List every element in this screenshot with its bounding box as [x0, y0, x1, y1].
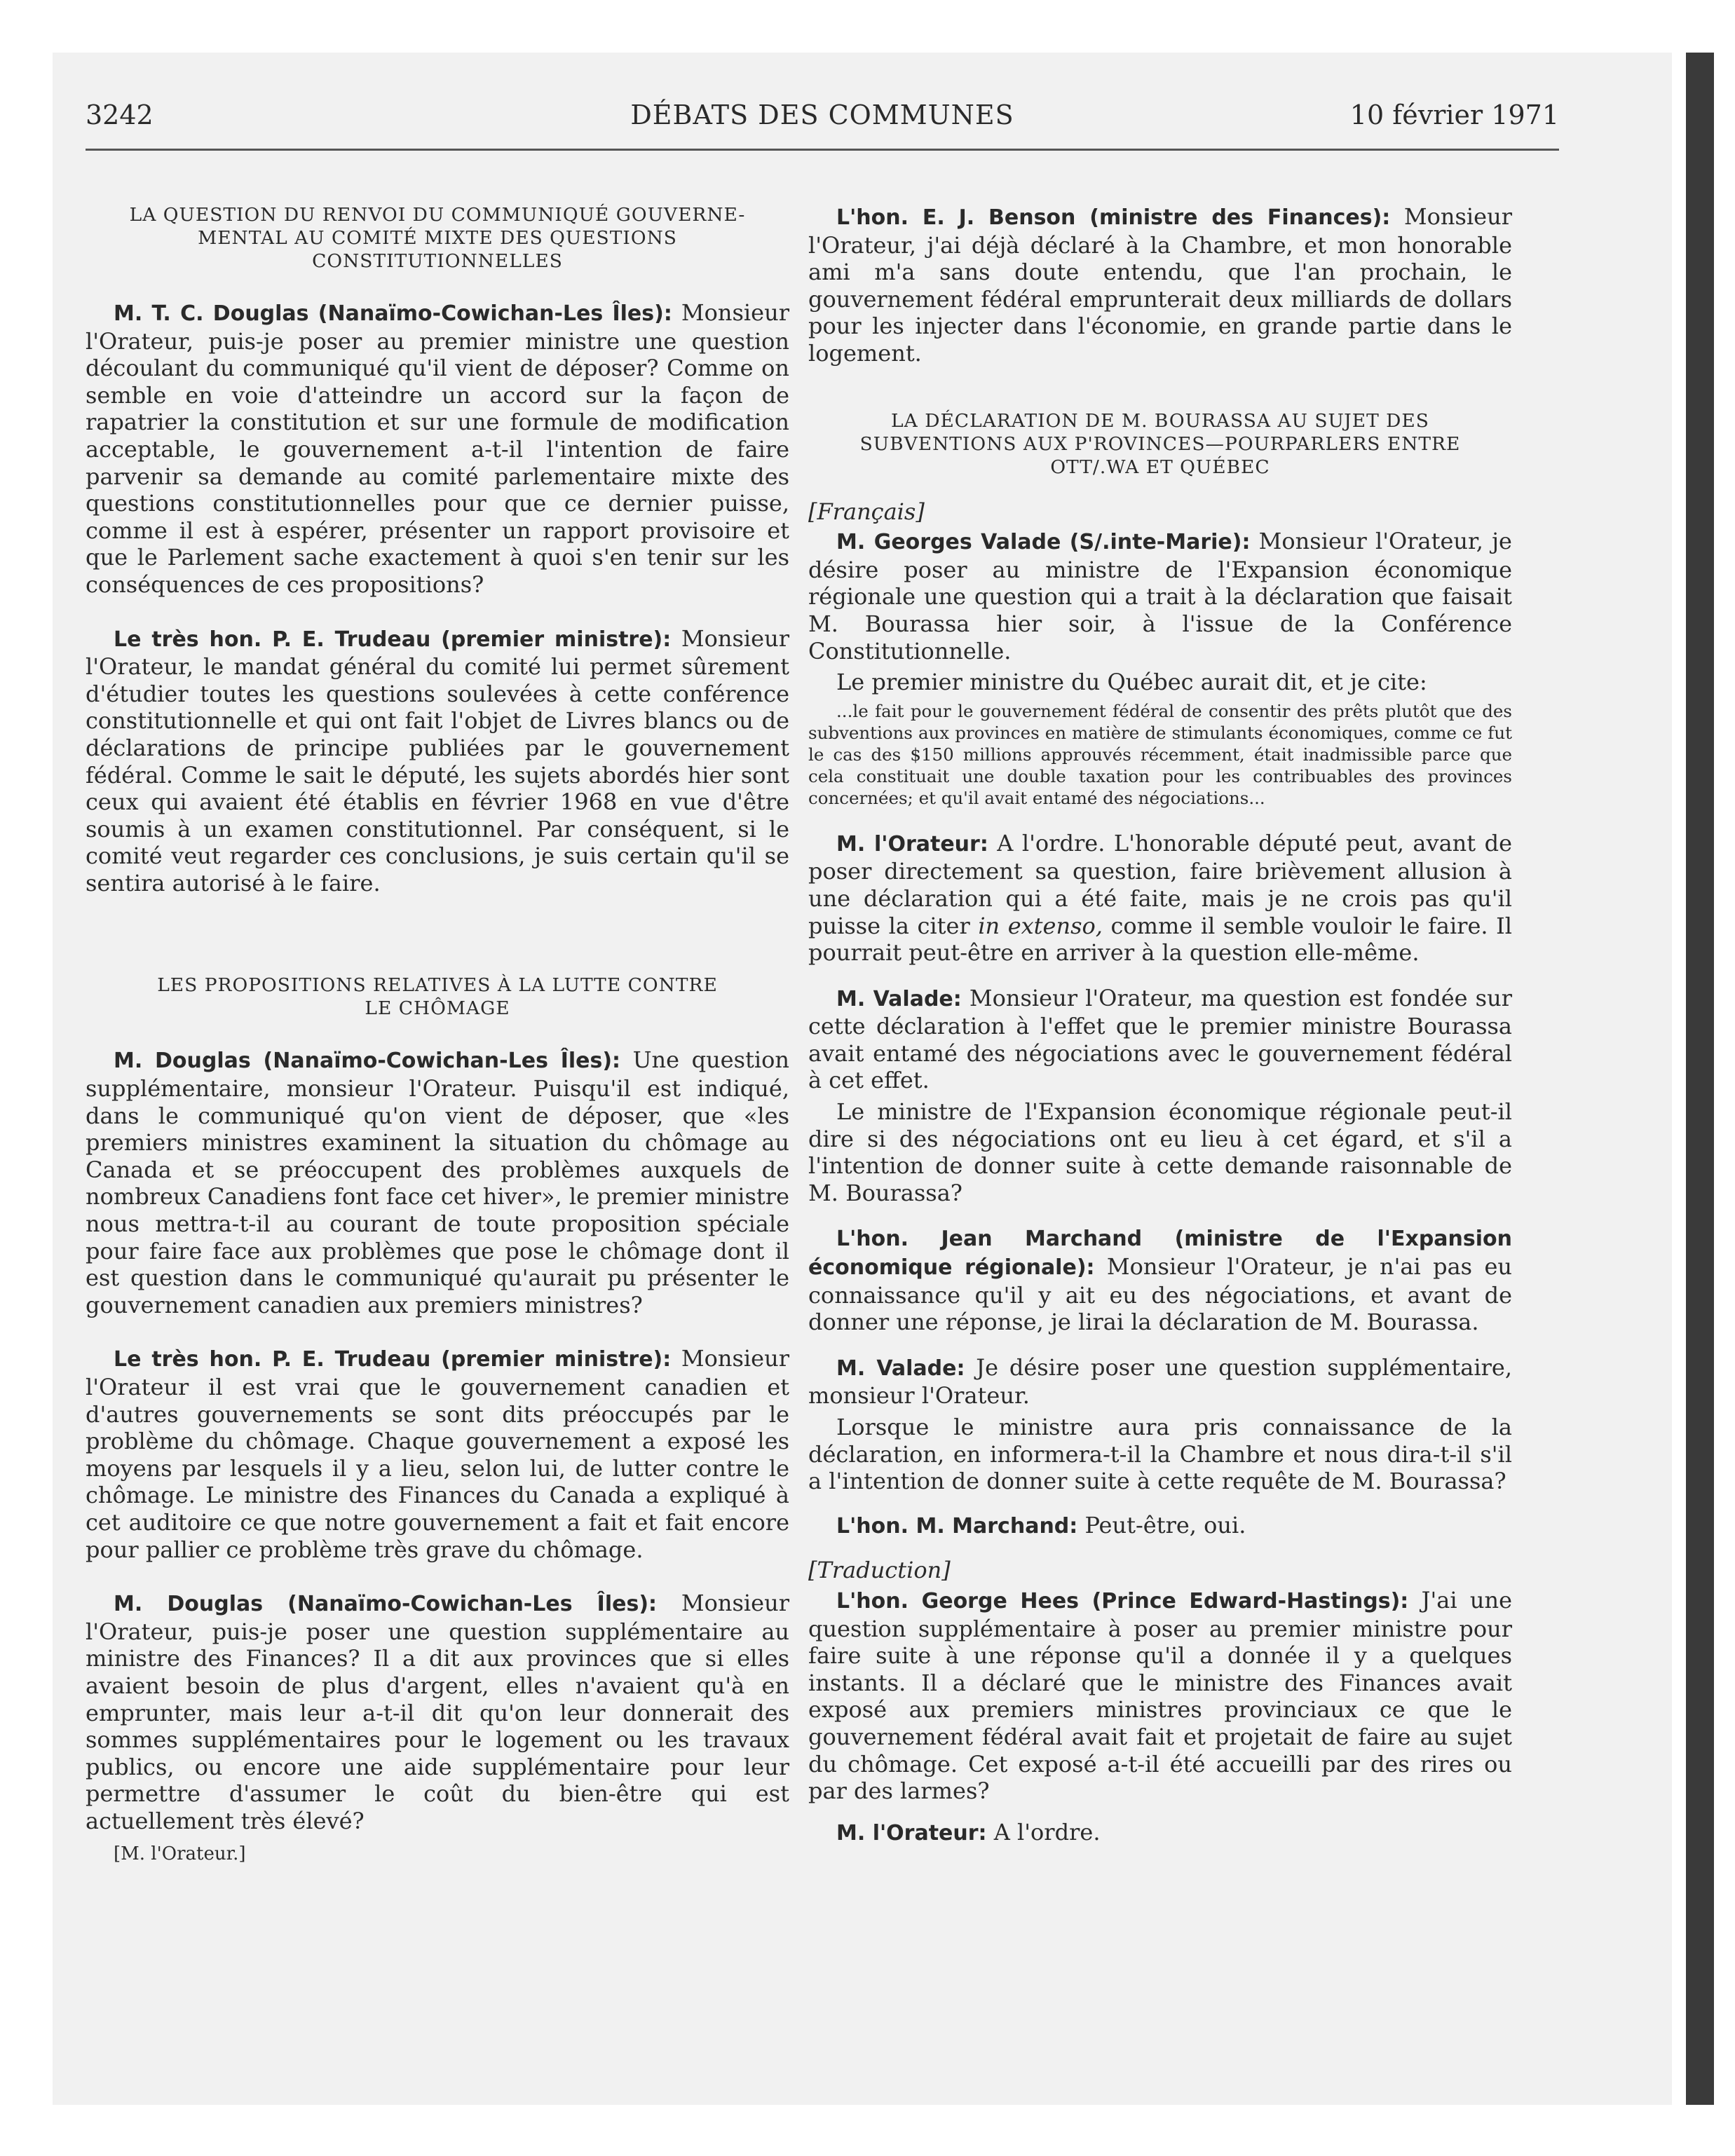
speech-paragraph	[808, 1819, 1512, 1848]
speech-text: Monsieur l'Orateur, puis-je poser au premier ministre une question découlant du communiqué qu'il vient de déposer? Comme on semble en voie d'atteindre un accord sur la façon de rapatrier la constitution et sur une formule de modification acceptable, le gouvernement a-t-il l'intention de faire parvenir sa demande au comité parlementaire mixte des questions constitutionnelles pour que ce dernier puisse, comme il est à espérer, présenter un rapport provisoire et que le Parlement sache exactement à quoi s'en tenir sur les conséquences de ces propositions?	[86, 299, 790, 598]
speech-text: Monsieur l'Orateur il est vrai que le gouvernement canadien et d'autres gouvernements se sont dits préoccupés par le problème du chômage. Chaque gouvernement a exposé les moyens par lesquels il y a lieu, selon lui, de lutter contre le chômage. Le ministre des Finances du Canada a expliqué à cet auditoire ce que notre gouvernement a fait et fait encore pour pallier ce problème très grave du chômage.	[86, 1345, 790, 1563]
left-column	[86, 203, 789, 1867]
section-heading: LA QUESTION DU RENVOI DU COMMUNIQUÉ GOUVERNE-MENTAL AU COMITÉ MIXTE DES QUESTIONS CONSTITUTIONNELLES	[129, 204, 746, 272]
speech-text: comme il semble vouloir le faire. Il pourrait peut-être en arriver à la question elle-même.	[808, 912, 1513, 967]
speech-text: A l'ordre. L'honorable député peut, avant de poser directement sa question, faire brièvement allusion à une déclaration qui a été faite, mais je ne crois pas qu'il puisse la citer	[808, 829, 1513, 939]
section-heading: LES PROPOSITIONS RELATIVES À LA LUTTE CONTRE LE CHÔMAGE	[157, 974, 718, 1020]
page-date: 10 février 1971	[1349, 100, 1559, 130]
page-number: 3242	[86, 100, 154, 130]
speech-text: Monsieur l'Orateur, ma question est fondée sur cette déclaration à l'effet que le premier ministre Bourassa avait entamé des négociations avec le gouvernement fédéral à cet effet.	[808, 984, 1512, 1094]
language-marker: [Français]	[808, 498, 925, 525]
speech-paragraph	[86, 299, 789, 599]
speaker-name: M. l'Orateur:	[836, 1820, 987, 1845]
speaker-name: L'hon. Jean Marchand (ministre de l'Expansion économique régionale):	[808, 1227, 1512, 1281]
speech-paragraph: Lorsque le ministre aura pris connaissance de la déclaration, en informera-t-il la Chambre et nous dira-t-il s'il a l'intention de donner suite à cette requête de M. Bourassa?	[808, 1414, 1512, 1495]
speech-text: Monsieur l'Orateur, j'ai déjà déclaré à la Chambre, et mon honorable ami m'a sans doute entendu, que l'an prochain, le gouvernement fédéral emprunterait deux milliards de dollars pour les injecter dans l'économie, en grande partie dans le logement.	[808, 203, 1513, 367]
scan-edge-shadow	[1686, 53, 1714, 2105]
speech-paragraph	[808, 1587, 1512, 1805]
speech-paragraph	[808, 1354, 1512, 1410]
speaker-name: M. l'Orateur:	[836, 831, 988, 857]
speech-paragraph	[808, 203, 1512, 367]
speaker-name: L'hon. M. Marchand:	[836, 1513, 1078, 1538]
speech-text: Peut-être, oui.	[1077, 1511, 1246, 1538]
speech-paragraph	[808, 528, 1512, 664]
speech-paragraph	[808, 1224, 1512, 1335]
speaker-name: M. T. C. Douglas (Nanaïmo-Cowichan-Les Îles):	[114, 301, 672, 326]
speaker-name: Le très hon. P. E. Trudeau (premier ministre):	[114, 1347, 672, 1372]
speech-paragraph	[86, 1590, 789, 1834]
speech-text: Monsieur l'Orateur, le mandat général du comité lui permet sûrement d'étudier toutes les questions soulevées à cette conférence constitutionnelle et qui ont fait l'objet de Livres blancs ou de déclarations de principe publiées par le gouvernement fédéral. Comme le sait le député, les sujets abordés hier sont ceux qui avaient été établis en février 1968 en vue d'être soumis à un examen constitutionnel. Par conséquent, si le comité veut regarder ces conclusions, je suis certain qu'il se sentira autorisé à le faire.	[86, 625, 790, 896]
right-column	[808, 203, 1512, 1874]
italic-phrase: in extenso,	[978, 912, 1103, 939]
speech-paragraph	[86, 1345, 789, 1563]
speaker-name: M. Douglas (Nanaïmo-Cowichan-Les Îles):	[114, 1592, 658, 1617]
speech-text: Je désire poser une question supplémentaire, monsieur l'Orateur.	[808, 1353, 1512, 1410]
speech-text: Monsieur l'Orateur, je n'ai pas eu connaissance qu'il y ait eu des négociations, et avant de donner une réponse, je lirai la déclaration de M. Bourassa.	[808, 1253, 1513, 1336]
section-heading: LA DÉCLARATION DE M. BOURASSA AU SUJET DES SUBVENTIONS AUX P'ROVINCES—POURPARLERS ENTRE OTT/.WA ET QUÉBEC	[859, 409, 1461, 478]
speech-paragraph	[86, 625, 789, 897]
speaker-name: L'hon. George Hees (Prince Edward-Hastings):	[836, 1588, 1409, 1613]
speech-paragraph	[808, 985, 1512, 1094]
page-header	[86, 100, 1559, 151]
block-quote: ...le fait pour le gouvernement fédéral de consentir des prêts plutôt que des subventions aux provinces en matière de stimulants économiques, comme ce fut le cas des $150 millions approuvés récemment, était inadmissible parce que cela constituait une double taxation pour les contribuables des provinces concernées; et qu'il avait entamé des négociations...	[808, 700, 1512, 808]
speech-paragraph: Le ministre de l'Expansion économique régionale peut-il dire si des négociations ont eu lieu à cet égard, et s'il a l'intention de donner suite à cette demande raisonnable de M. Bourassa?	[808, 1098, 1512, 1206]
speaker-name: M. Valade:	[836, 1356, 965, 1381]
speech-paragraph	[808, 1512, 1512, 1541]
speech-paragraph	[808, 830, 1512, 967]
speech-text: Une question supplémentaire, monsieur l'Orateur. Puisqu'il est indiqué, dans le communiqué qu'on vient de déposer, que «les premiers ministres examinent la situation du chômage au Canada et se préoccupent des problèmes auxquels de nombreux Canadiens font face cet hiver», le premier ministre nous mettra-t-il au courant de toute proposition spéciale pour faire face aux problèmes que pose le chômage dont il est question dans le communiqué qu'aurait pu présenter le gouvernement canadien aux premiers ministres?	[86, 1046, 789, 1318]
speech-paragraph	[86, 1046, 789, 1318]
speaker-name: M. Valade:	[836, 986, 962, 1011]
speaker-name: M. Georges Valade (S/.inte-Marie):	[836, 530, 1251, 555]
speaker-name: M. Douglas (Nanaïmo-Cowichan-Les Îles):	[114, 1049, 621, 1074]
publication-title: DÉBATS DES COMMUNES	[630, 100, 1014, 130]
speaker-name: L'hon. E. J. Benson (ministre des Finances):	[836, 205, 1391, 230]
speech-text: Monsieur l'Orateur, puis-je poser une question supplémentaire au ministre des Finances? Il a dit aux provinces que si elles avaient besoin de plus d'argent, elles n'avaient qu'à en emprunter, mais leur a-t-il dit qu'on leur donnerait des sommes supplémentaires pour le logement ou les travaux publics, ou encore une aide supplémentaire pour leur permettre d'assumer le coût du bien-être qui est actuellement très élevé?	[86, 1590, 789, 1834]
speech-paragraph: Le premier ministre du Québec aurait dit, et je cite:	[836, 669, 1427, 696]
speech-text: Monsieur l'Orateur, je désire poser au ministre de l'Expansion économique régionale une question qui a trait à la déclaration que faisait M. Bourassa hier soir, à l'issue de la Conférence Constitutionnelle.	[808, 528, 1512, 664]
page-footnote: [M. l'Orateur.]	[114, 1843, 246, 1864]
speech-text: J'ai une question supplémentaire à poser au premier ministre pour faire suite à une réponse qu'il a donnée il y a quelques instants. Il a déclaré que le ministre des Finances avait exposé aux premiers ministres provinciaux ce que le gouvernement fédéral avait fait et projetait de faire au sujet du chômage. Cet exposé a-t-il été accueilli par des rires ou par des larmes?	[808, 1586, 1513, 1805]
speech-text: A l'ordre.	[986, 1818, 1101, 1845]
language-marker: [Traduction]	[808, 1557, 951, 1584]
speaker-name: Le très hon. P. E. Trudeau (premier ministre):	[114, 627, 672, 652]
